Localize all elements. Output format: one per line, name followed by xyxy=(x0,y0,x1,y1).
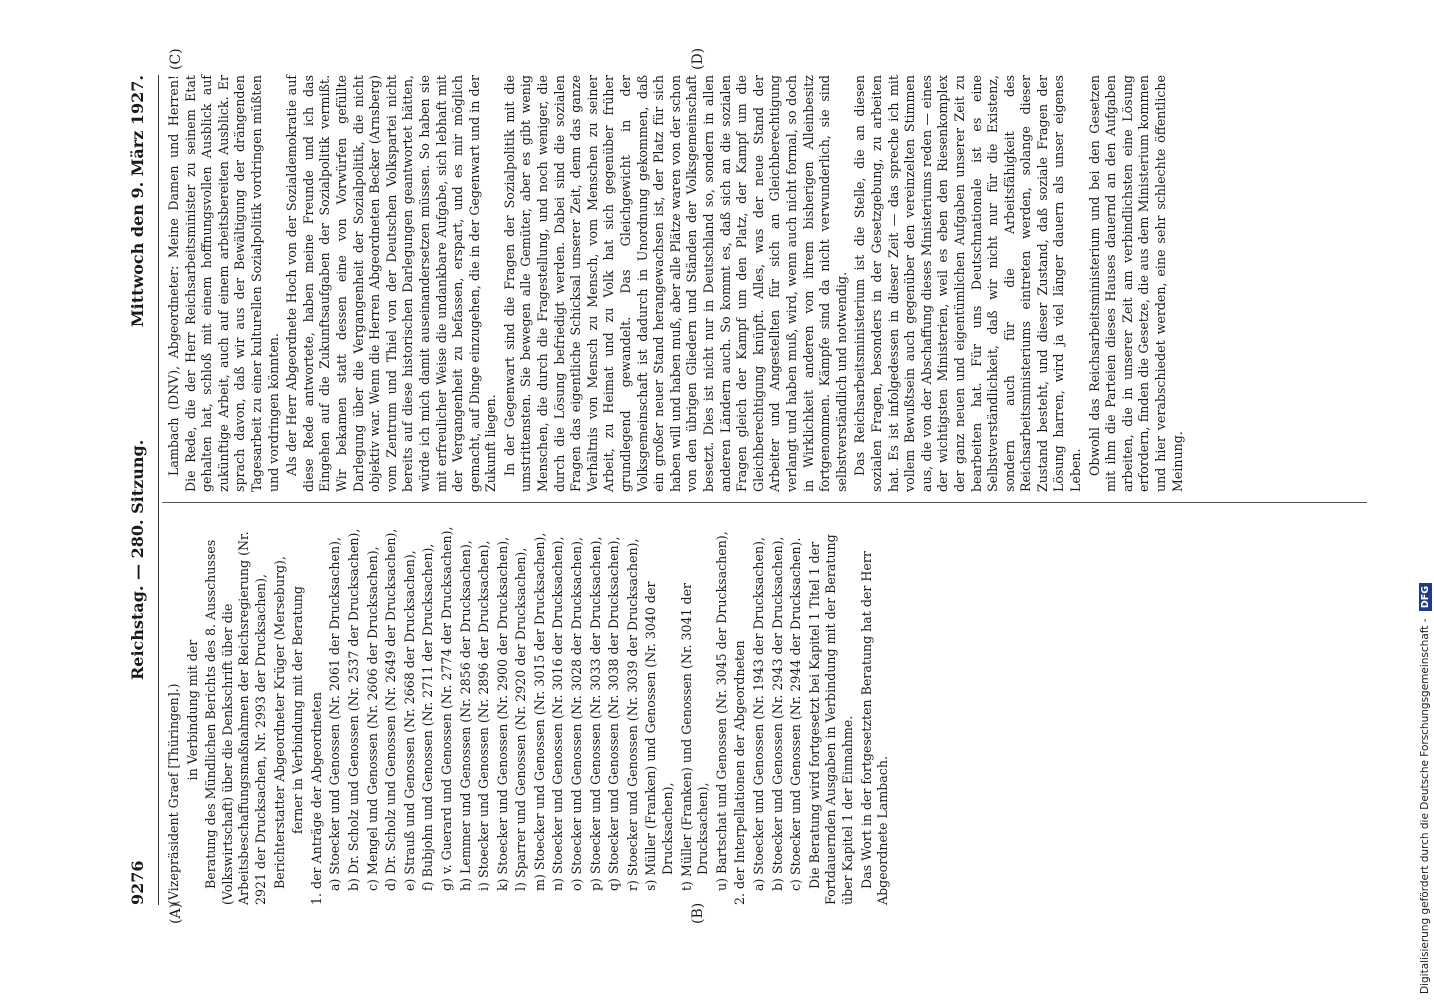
paragraph: in Verbindung mit der xyxy=(184,639,200,781)
list-item: g) v. Guerard und Genossen (Nr. 2774 der Drucksachen), xyxy=(438,526,454,891)
paragraph: Das Wort in der fortgesetzten Beratung hat der Herr Abgeordnete Lambach. xyxy=(858,551,891,905)
list-item: a) Stoecker und Genossen (Nr. 2061 der Drucksachen), xyxy=(327,537,343,891)
paragraph: Obwohl das Reichsarbeitsministerium und bei den Gesetzen mit ihm die Parteien dieses Hauses dauernd an den Aufgaben arbeiten, die in unserer Zeit am verbindlichsten eine Lösung erfordern, finden die Gesetze, die aus dem Ministerium kommen und hier verabschiedet werden, eine sehr schlechte öffentliche Meinung. xyxy=(1086,75,1185,492)
digitization-footer xyxy=(1417,0,1434,1000)
list-item: m) Stoecker und Genossen (Nr. 3015 der Drucksachen), xyxy=(531,532,547,891)
section-heading: 1. der Anträge der Abgeordneten xyxy=(308,692,324,905)
paragraph: Das Reichsarbeitsministerium ist die Stelle, die an diesen sozialen Fragen, besonders in der Gesetzgebung, zu arbeiten hat. Es ist infolgedessen in dieser Zeit — das spreche ich mit vollem Bewußtsein auch gegenüber den vereinzelten Stimmen aus, die von der Abschaffung dieses Ministeriums reden — eines der wichtigsten Ministerien, weil es eben den Riesenkomplex der ganz neuen und eigentümlichen Aufgaben unserer Zeit zu bearbeiten hat. Für uns Deutschnationale ist es eine Selbstverständlichkeit, daß wir nicht nur für die Existenz, sondern auch für die Arbeitsfähigkeit des Reichsarbeitsministeriums eintreten werden, solange dieser Zustand besteht, und dieser Zustand, daß soziale Fragen der Lösung harren, wird ja viel länger dauern als unser eigenes Leben. xyxy=(852,75,1084,492)
paragraph: ferner in Verbindung mit der Beratung xyxy=(290,586,306,834)
right-column xyxy=(166,75,1188,492)
list-item: l) Sparrer und Genossen (Nr. 2920 der Drucksachen), xyxy=(513,547,529,891)
list-item: f) Bubjohn und Genossen (Nr. 2711 der Drucksachen), xyxy=(420,543,436,891)
paragraph: Als der Herr Abgeordnete Hoch von der Sozialdemokratie auf diese Rede antwortete, haben meine Freunde und ich das Eingehen auf die Zukunftsaufgaben der Sozialpolitik vermißt. Wir bekamen statt dessen eine von Vorwürfen gefüllte Darlegung über die Vergangenheit der Sozialpolitik, die nicht objektiv war. Wenn die Herren Abgeordneten Becker (Arnsberg) vom Zentrum und Thiel von der Deutschen Volkspartei nicht bereits auf diese historischen Darlegungen geantwortet hätten, würde ich mich damit auseinandersetzen müssen. So haben sie mit erfreulicher Weise die undankbare Aufgabe, sich lebhaft mit der Vergangenheit zu befassen, erspart, und es mir möglich gemacht, auf Dinge einzugehen, die in der Gegenwart und in der Zukunft liegen. xyxy=(284,75,499,492)
paragraph: Beratung des Mündlichen Berichts des 8. Ausschusses (Volkswirtschaft) über die Denkschrift über die Arbeitsbeschaffungsmaßnahmen der Reichsregierung (Nr. 2921 der Drucksachen, Nr. 2993 der Drucksachen), xyxy=(203,531,268,905)
header-rule xyxy=(158,75,159,905)
list-item: n) Stoecker und Genossen (Nr. 3016 der Drucksachen), xyxy=(550,536,566,891)
footer-text: Digitalisierung gefördert durch die Deutsche Forschungsgemeinschaft - xyxy=(1419,618,1431,994)
list-item: i) Stoecker und Genossen (Nr. 2896 der Drucksachen), xyxy=(476,540,492,891)
list-item: c) Mengel und Genossen (Nr. 2606 der Drucksachen), xyxy=(364,546,380,891)
header-date: Mittwoch den 9. März 1927. xyxy=(128,75,147,328)
list-item: d) Dr. Scholz und Genossen (Nr. 2649 der Drucksachen), xyxy=(383,528,399,891)
margin-mark-c: (C) xyxy=(168,48,184,70)
presider-line: (Vizepräsident Graef [Thüringen].) xyxy=(166,683,181,905)
page-number: 9276 xyxy=(128,860,147,905)
paragraph: Lambach (DNV), Abgeordneter: Meine Damen und Herren! Die Rede, die der Herr Reichsarbeitsminister zu seinem Etat gehalten hat, schloß mit einem hoffnungsvollen Ausblick auf zukünftige Arbeit, auch auf einem arbeitsbereiten Ausblick. Er sprach davon, daß wir aus der Bewältigung der drängenden Tagesarbeit zu einer kulturellen Sozialpolitik vordringen müßten und vordringen könnten. xyxy=(166,75,281,492)
list-item: b) Stoecker und Genossen (Nr. 2943 der Drucksachen), xyxy=(769,536,785,891)
dfg-logo: DFG xyxy=(1419,583,1432,611)
list-item: t) Müller (Franken) und Genossen (Nr. 3041 der Drucksachen), xyxy=(678,582,711,891)
list-item: s) Müller (Franken) und Genossen (Nr. 3040 der Drucksachen), xyxy=(643,581,676,891)
list-item: p) Stoecker und Genossen (Nr. 3033 der Drucksachen), xyxy=(587,536,603,891)
list-item: q) Stoecker und Genossen (Nr. 3038 der Drucksachen), xyxy=(606,536,622,891)
header-title: Reichstag. — 280. Sitzung. xyxy=(128,439,147,680)
list-item: h) Lemmer und Genossen (Nr. 2856 der Drucksachen), xyxy=(457,540,473,891)
paragraph: In der Gegenwart sind die Fragen der Sozialpolitik mit die umstrittensten. Sie bewegen alle Gemüter, aber es gibt wenig Menschen, die durch die Fragestellung, und noch weniger, die durch die Lösung befriedigt werden. Dabei sind die sozialen Fragen das eigentliche Schicksal unserer Zeit, denn das ganze Verhältnis von Mensch zu Mensch, vom Menschen zu seiner Arbeit, zu Heimat und zu Volk hat sich gegenüber früher grundlegend gewandelt. Das Gleichgewicht in der Volksgemeinschaft ist dadurch in Unordnung gekommen, daß ein großer neuer Stand herangewachsen ist, der Platz für sich haben will und haben muß, aber alle Plätze waren von der schon von den übrigen Gliedern und Ständen der Volksgemeinschaft besetzt. Dies ist nicht nur in Deutschland so, sondern in allen anderen Ländern auch. So kommt es, daß sich an die sozialen Fragen gleich der Kampf um den Platz, der Kampf um die Gleichberechtigung knüpft. Alles, was der neue Stand der Arbeiter und Angestellten für sich an Gleichberechtigung verlangt und haben muß, wird, wenn auch nicht formal, so doch in Wirklichkeit anderen von ihrem bisherigen Alleinbesitz fortgenommen. Kämpfe sind da nicht verwunderlich, sie sind selbstverständlich und notwendig. xyxy=(501,75,849,492)
list-item: u) Bartschat und Genossen (Nr. 3045 der Drucksachen), xyxy=(713,531,729,891)
section-heading: 2. der Interpellationen der Abgeordneten xyxy=(732,640,748,905)
margin-mark-d: (D) xyxy=(690,47,706,70)
list-item: o) Stoecker und Genossen (Nr. 3028 der Drucksachen), xyxy=(569,536,585,891)
column-divider xyxy=(162,502,1367,503)
list-item: a) Stoecker und Genossen (Nr. 1943 der Drucksachen), xyxy=(751,537,766,891)
list-item: e) Strauß und Genossen (Nr. 2668 der Drucksachen), xyxy=(401,550,417,891)
left-column xyxy=(166,515,894,905)
margin-mark-b: (B) xyxy=(690,902,706,924)
paragraph: Berichterstatter Abgeordneter Krüger (Merseburg), xyxy=(271,556,287,889)
list-item: c) Stoecker und Genossen (Nr. 2944 der Drucksachen). xyxy=(788,537,804,891)
margin-mark-a: (A) xyxy=(168,902,184,924)
list-item: k) Stoecker und Genossen (Nr. 2900 der Drucksachen), xyxy=(494,536,510,891)
list-item: b) Dr. Scholz und Genossen (Nr. 2537 der Drucksachen), xyxy=(345,528,361,891)
list-item: r) Stoecker und Genossen (Nr. 3039 der Drucksachen), xyxy=(624,538,640,891)
page-header xyxy=(128,75,158,905)
paragraph: Die Beratung wird fortgesetzt bei Kapitel 1 Titel 1 der Fortdauernden Ausgaben in Verbindung mit der Beratung über Kapitel 1 der Einnahme. xyxy=(806,534,855,905)
